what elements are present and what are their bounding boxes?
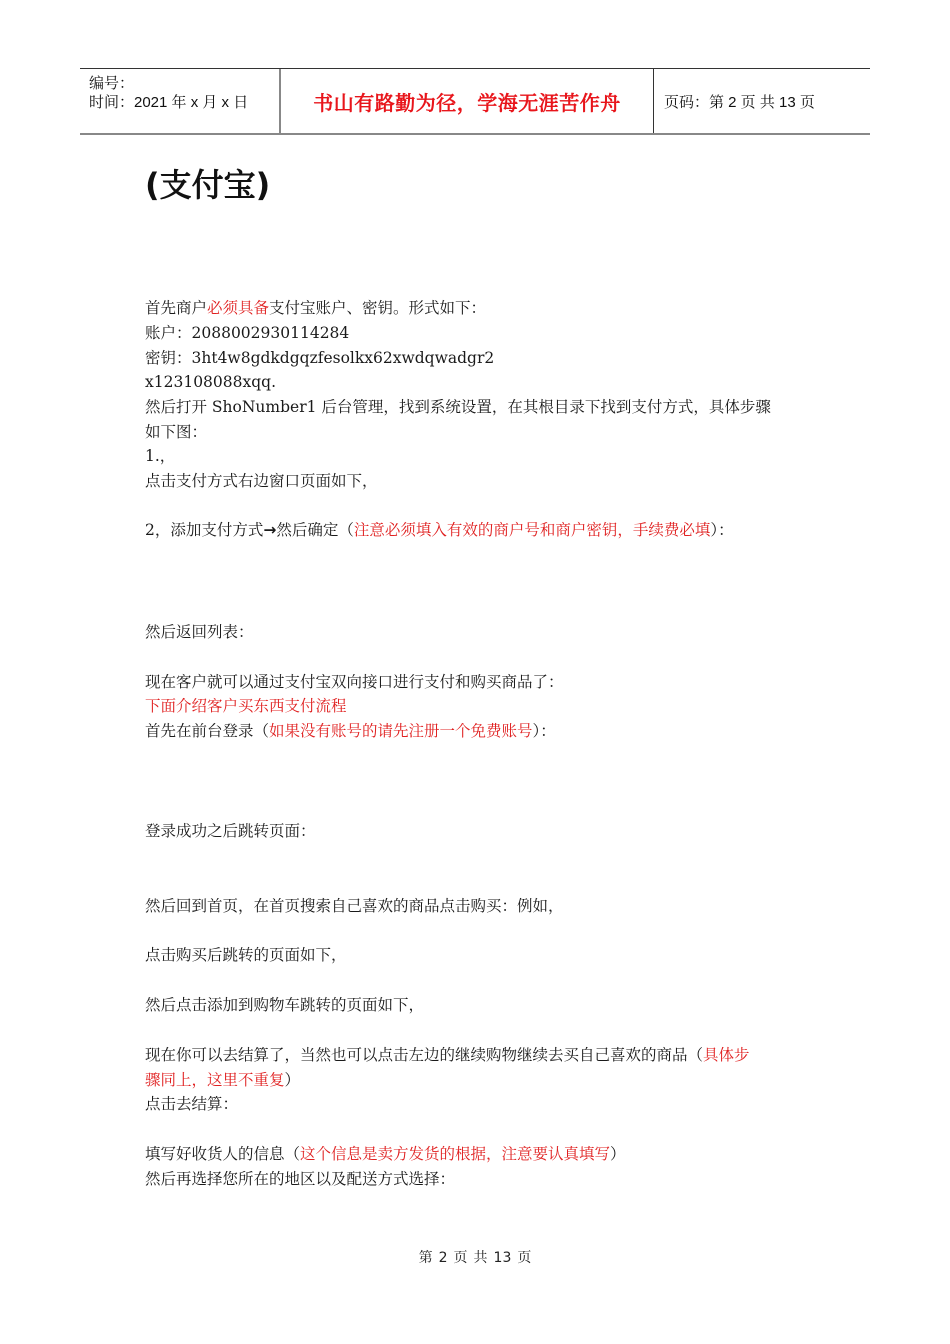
- text: 2，添加支付方式: [145, 521, 264, 539]
- text: ）: [610, 1145, 626, 1163]
- paragraph-checkout: [145, 1043, 750, 1068]
- document-header-table: [80, 68, 870, 135]
- paragraph-click-payment: 点击支付方式右边窗口页面如下，: [145, 472, 378, 490]
- paragraph-click-checkout: 点击去结算：: [145, 1095, 239, 1113]
- footer-text: 页: [517, 1250, 532, 1266]
- paragraph-customer-pay: 现在客户就可以通过支付宝双向接口进行支付和购买商品了：: [145, 673, 564, 691]
- paragraph-login: [145, 719, 556, 744]
- document-date-label: 时间：2021 年 x 月 x 日: [89, 94, 249, 111]
- text: 现在你可以去结算了，当然也可以点击左边的继续购物继续去买自己喜欢的商品（: [145, 1046, 704, 1064]
- paragraph-after-buy: 点击购买后跳转的页面如下，: [145, 946, 347, 964]
- header-page-cell: [654, 69, 870, 133]
- footer-text: 第: [418, 1250, 433, 1266]
- highlight-text: 如果没有账号的请先注册一个免费账号: [269, 722, 533, 740]
- key-line-2: x123108088xqq.: [145, 373, 277, 391]
- text: 首先在前台登录（: [145, 722, 270, 740]
- paragraph-receiver-info: [145, 1142, 626, 1167]
- header-motto-cell: [281, 69, 654, 133]
- highlight-text: 具体步: [703, 1046, 750, 1064]
- text: 首先商户: [145, 299, 208, 317]
- paragraph-checkout-cont: [145, 1068, 300, 1093]
- text: 然后确定（: [276, 521, 354, 539]
- highlight-text: 骤同上，这里不重复: [145, 1071, 285, 1089]
- header-info-cell: [80, 69, 281, 133]
- paragraph-login-success: 登录成功之后跳转页面：: [145, 822, 316, 840]
- footer-total-pages: 13: [493, 1250, 512, 1266]
- paragraph-open-admin: 然后打开 ShoNumber1 后台管理，找到系统设置，在其根目录下找到支付方式，具体步骤: [145, 398, 771, 416]
- section-heading-customer-flow: 下面介绍客户买东西支付流程: [145, 697, 347, 715]
- key-line-1: 密钥：3ht4w8gdkdgqzfesolkx62xwdqwadgr2: [145, 349, 495, 367]
- footer-page-number: 2: [438, 1250, 448, 1266]
- step-1-label: 1.，: [145, 447, 176, 465]
- arrow-right-icon: →: [263, 521, 277, 539]
- paragraph-intro: [145, 296, 486, 321]
- page-title: (支付宝): [145, 166, 271, 204]
- paragraph-search-buy: 然后回到首页，在首页搜索自己喜欢的商品点击购买：例如，: [145, 897, 564, 915]
- page-footer: [0, 1247, 950, 1267]
- text: ）：: [710, 521, 734, 539]
- text: 支付宝账户、密钥。形式如下：: [269, 299, 487, 317]
- highlight-text: 必须具备: [207, 299, 270, 317]
- paragraph-select-region: 然后再选择您所在的地区以及配送方式选择：: [145, 1170, 456, 1188]
- highlight-text: 这个信息是卖方发货的根据，注意要认真填写: [300, 1145, 611, 1163]
- account-line: 账户：2088002930114284: [145, 324, 350, 342]
- step-2-line: [145, 518, 734, 543]
- paragraph-add-cart: 然后点击添加到购物车跳转的页面如下，: [145, 996, 425, 1014]
- footer-text: 共: [473, 1250, 488, 1266]
- text: ）: [284, 1071, 301, 1089]
- header-motto: 书山有路勤为径，学海无涯苦作舟: [313, 90, 621, 115]
- paragraph-open-admin-cont: 如下图：: [145, 423, 208, 441]
- text: ）：: [532, 722, 556, 740]
- footer-text: 页: [453, 1250, 468, 1266]
- document-number-label: 编号：: [89, 75, 135, 92]
- header-page-label: 页码：第 2 页 共 13 页: [664, 93, 815, 111]
- text: 填写好收货人的信息（: [145, 1145, 301, 1163]
- paragraph-return-list: 然后返回列表：: [145, 623, 254, 641]
- highlight-text: 注意必须填入有效的商户号和商户密钥，手续费必填: [353, 521, 711, 539]
